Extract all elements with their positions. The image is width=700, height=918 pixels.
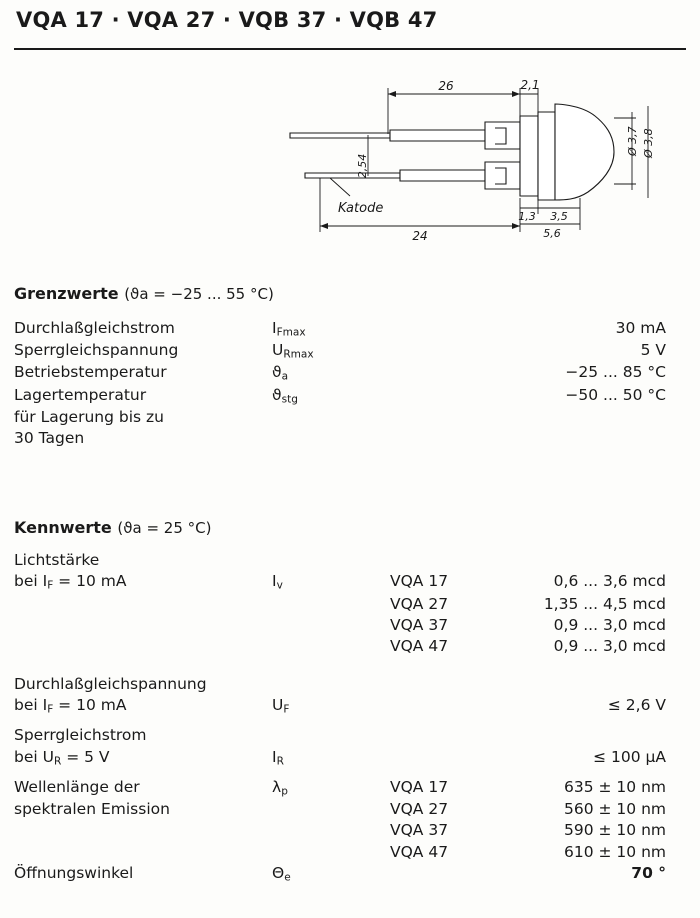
char-group-4-item-0-value: 70 ° [631,864,666,883]
char-group-3-item-1-value: 560 ± 10 nm [564,799,666,818]
char-group-3-item-0-value: 635 ± 10 nm [564,777,666,796]
svg-text:2,1: 2,1 [520,78,540,92]
char-group-0-symbol: $I_v$ [272,572,283,592]
table-row [0,615,684,636]
limits-row-0-desc: Durchlaßgleichstrom [14,319,175,337]
characteristics-heading [14,518,211,537]
limits-row-2-symbol: $ϑ_a$ [272,363,289,383]
char-group-3-symbol: $\lambda_p$ [272,777,288,798]
limits-row-3-symbol: $ϑ_{stg}$ [272,385,298,406]
table-row [0,340,684,362]
char-group-0-desc2: bei $I_F = 10$ mA [14,572,127,592]
limits-row-1-desc: Sperrgleichspannung [14,341,179,360]
char-group-3-item-1-type: VQA 27 [390,799,449,818]
table-row [0,407,684,428]
char-group-4-desc1: Öffnungswinkel [14,864,134,883]
char-group-3-desc2: spektralen Emission [14,799,170,818]
table-row [0,799,684,820]
limits-table [0,318,684,449]
page-title: VQA 17 · VQA 27 · VQB 37 · VQB 47 [16,8,438,32]
char-group-0-item-1-type: VQA 27 [390,594,449,613]
char-group-1-symbol: $U_F$ [272,696,290,716]
table-row [0,863,684,885]
table-row [0,594,684,615]
svg-text:24: 24 [412,229,428,243]
table-row [0,428,684,449]
char-group-0-item-3-type: VQA 47 [390,637,449,656]
characteristics-heading-label: Kennwerte [14,518,112,537]
char-group-1-desc1: Durchlaßgleichspannung [14,674,207,693]
table-row [0,571,684,593]
table-row [0,820,684,841]
title-divider [14,48,686,50]
char-group-2-symbol: $I_R$ [272,747,284,768]
char-group-0-item-2-value: 0,9 ... 3,0 mcd [553,615,666,634]
limits-row-1-symbol: $U_{Rmax}$ [272,341,314,361]
svg-text:2,54: 2,54 [356,153,369,179]
char-group-3-item-3-value: 610 ± 10 nm [564,842,666,861]
svg-text:26: 26 [438,79,454,93]
svg-text:1,3: 1,3 [518,210,536,223]
svg-text:3,5: 3,5 [550,210,568,223]
limits-row-5-desc: 30 Tagen [14,429,85,448]
table-row [0,725,684,746]
table-row [0,777,684,799]
char-group-0-item-0-value: 0,6 ... 3,6 mcd [553,572,666,591]
table-row [0,695,684,717]
char-group-0-item-3-value: 0,9 ... 3,0 mcd [553,637,666,656]
table-row [0,385,684,407]
limits-row-4-desc: für Lagerung bis zu [14,407,164,426]
char-group-3-item-2-value: 590 ± 10 nm [564,821,666,840]
svg-text:Ø 3,7: Ø 3,7 [626,126,639,156]
characteristics-condition: (ϑa = 25 °C) [117,519,212,537]
char-group-3-item-0-type: VQA 17 [390,777,449,796]
limits-row-3-desc: Lagertemperatur [14,385,147,404]
char-group-3-item-3-type: VQA 47 [390,842,449,861]
table-row [0,318,684,340]
limits-row-1-value: 5 V [640,341,666,360]
led-outline-drawing [280,78,690,263]
limits-row-0-symbol: $I_{Fmax}$ [272,319,306,339]
char-group-1-item-0-value: ≤ 2,6 V [607,696,666,715]
svg-text:5,6: 5,6 [543,227,561,240]
char-group-2-desc1: Sperrgleichstrom [14,726,147,745]
limits-heading-label: Grenzwerte [14,284,119,303]
svg-text:Katode: Katode [338,201,384,216]
char-group-3-item-2-type: VQA 37 [390,821,449,840]
table-row [0,674,684,695]
limits-row-2-value: −25 ... 85 °C [565,363,666,382]
limits-condition: (ϑa = −25 ... 55 °C) [124,285,274,303]
char-group-3-desc1: Wellenlänge der [14,777,140,796]
limits-row-0-value: 30 mA [615,319,666,337]
limits-row-2-desc: Betriebstemperatur [14,363,167,382]
svg-text:Ø 3,8: Ø 3,8 [642,128,655,158]
char-group-0-item-1-value: 1,35 ... 4,5 mcd [543,594,666,613]
table-row [0,550,684,571]
table-row [0,747,684,769]
limits-row-3-value: −50 ... 50 °C [565,385,666,404]
table-row [0,842,684,863]
characteristics-table [0,550,684,885]
char-group-0-item-0-type: VQA 17 [390,572,449,591]
char-group-2-item-0-value: ≤ 100 µA [593,747,666,766]
char-group-2-desc2: bei $U_R = 5$ V [14,747,110,768]
char-group-4-symbol: $\Theta_e$ [272,864,291,884]
char-group-1-desc2: bei $I_F = 10$ mA [14,696,127,716]
table-row [0,636,684,657]
char-group-0-item-2-type: VQA 37 [390,615,449,634]
table-row [0,362,684,384]
char-group-0-desc1: Lichtstärke [14,551,100,569]
limits-heading [14,284,274,303]
